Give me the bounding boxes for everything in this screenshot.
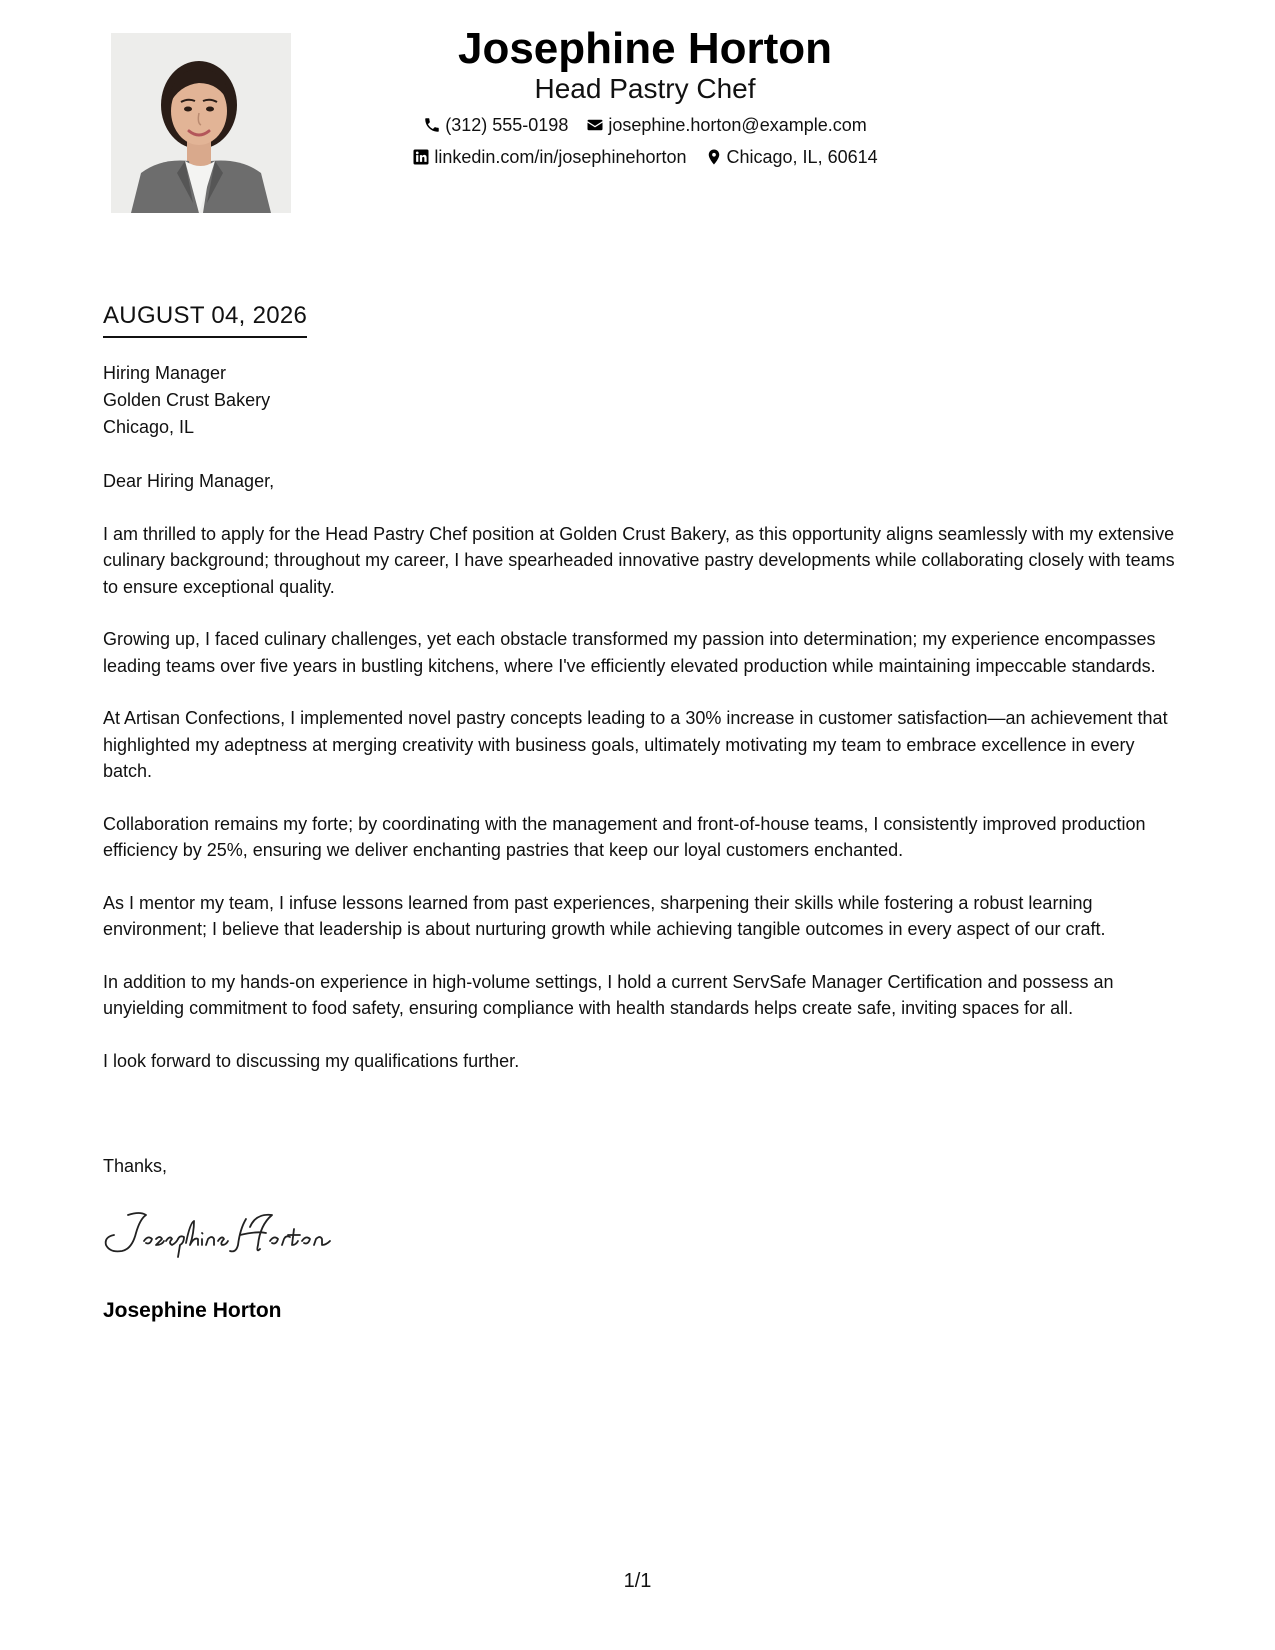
signer-name: Josephine Horton: [103, 1299, 282, 1322]
phone-number: (312) 555-0198: [445, 115, 569, 135]
recipient-address: [103, 360, 270, 441]
body-paragraph: In addition to my hands-on experience in high-volume settings, I hold a current ServSafe Manager Certification and possess an unyielding commitment to food safety, ensuring compliance with health standards helps create safe, inviting spaces for all.: [103, 971, 1114, 1018]
body-paragraph: At Artisan Confections, I implemented novel pastry concepts leading to a 30% increase in customer satisfaction—an achievement that highlighted my adeptness at merging creativity with business goals, ultimately motivating my team to embrace excellence in every batch.: [103, 708, 1168, 781]
contact-row-2: [340, 146, 950, 168]
date-block: [103, 300, 307, 338]
envelope-icon: [586, 116, 604, 134]
portrait-image: [111, 33, 291, 213]
body-paragraph: Growing up, I faced culinary challenges, yet each obstacle transformed my passion into determination; my experience encompasses leading teams over five years in bustling kitchens, where I've efficiently elevated production while maintaining impeccable standards.: [103, 629, 1156, 676]
salutation: Dear Hiring Manager,: [103, 471, 275, 491]
contact-linkedin[interactable]: [412, 146, 686, 168]
location-text: Chicago, IL, 60614: [726, 147, 878, 167]
linkedin-icon: [412, 148, 430, 166]
signature-image: [100, 1205, 370, 1265]
body-paragraph: I look forward to discussing my qualifications further.: [103, 1050, 520, 1071]
contact-location: [705, 146, 878, 168]
profile-photo: [111, 33, 291, 213]
recipient-line-3: Chicago, IL: [103, 417, 195, 437]
recipient-line-2: Golden Crust Bakery: [103, 390, 271, 410]
letter-header: [340, 22, 950, 168]
closing-line: Thanks,: [103, 1156, 168, 1176]
phone-icon: [423, 116, 441, 134]
contact-phone[interactable]: [423, 114, 568, 136]
email-address: josephine.horton@example.com: [608, 115, 867, 135]
contact-email[interactable]: [586, 114, 866, 136]
letter-body: [103, 468, 1183, 1100]
applicant-name: Josephine Horton: [457, 24, 833, 73]
letter-date: AUGUST 04, 2026: [103, 300, 307, 338]
map-pin-icon: [705, 148, 723, 166]
linkedin-url: linkedin.com/in/josephinehorton: [434, 147, 687, 167]
applicant-job-title: Head Pastry Chef: [534, 73, 756, 104]
page-number: 1/1: [623, 1570, 652, 1592]
body-paragraph: As I mentor my team, I infuse lessons learned from past experiences, sharpening their skills while fostering a robust learning environment; I believe that leadership is about nurturing growth while achieving tangible outcomes in every aspect of our craft.: [103, 892, 1106, 939]
body-paragraph: Collaboration remains my forte; by coordinating with the management and front-of-house teams, I consistently improved production efficiency by 25%, ensuring we deliver enchanting pastries that keep our loyal customers enchanted.: [103, 813, 1146, 860]
body-paragraph: I am thrilled to apply for the Head Pastry Chef position at Golden Crust Bakery, as this opportunity aligns seamlessly with my extensive culinary background; throughout my career, I have spearheaded innovative pastry developments while collaborating closely with teams to ensure exceptional quality.: [103, 523, 1175, 597]
contact-row-1: [340, 114, 950, 136]
recipient-line-1: Hiring Manager: [103, 363, 227, 383]
